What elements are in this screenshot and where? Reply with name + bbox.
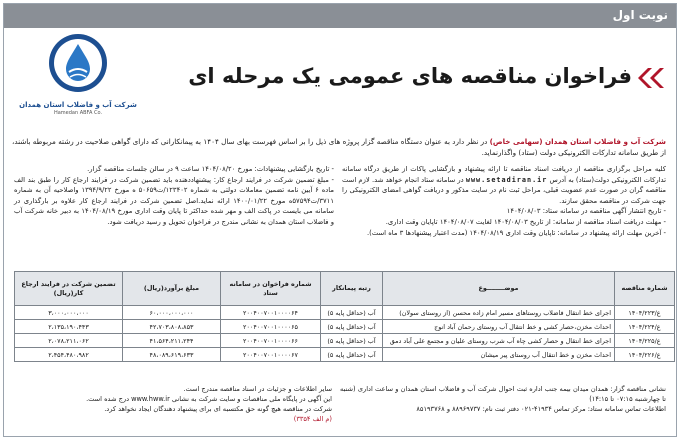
cell-tender-number: ع/۱۴۰۴/۲۲۶ xyxy=(615,348,675,362)
cell-call-number: ۲۰۰۴۰۰۷۰۰۱۰۰۰۰۶۷ xyxy=(221,348,321,362)
cell-tender-number: ع/۱۴۰۴/۲۲۳ xyxy=(615,306,675,320)
cell-subject: احداث مخزن و خط انتقال آب روستای پیر میشان xyxy=(383,348,615,362)
header-bar xyxy=(4,4,676,28)
col-guarantee-amount: تضمین شرکت در فرایند ارجاع کار(ریال) xyxy=(15,272,123,306)
cell-guarantee: ۲،۰۷۸،۲۱۱،۰۶۲ xyxy=(15,334,123,348)
round-label: نوبت اول xyxy=(612,8,668,22)
table-row xyxy=(15,334,675,348)
no-rights-note: شرکت در مناقصه هیچ گونه حق مکتسبه ای برای پیشنهاد دهندگان ایجاد نخواهد کرد. xyxy=(104,405,332,413)
company-logo xyxy=(14,32,142,132)
cell-grade: آب (حداقل پایه ۵) xyxy=(321,334,383,348)
tender-notice xyxy=(3,3,677,437)
cell-subject: احداث مخزن،حصار کشی و خط انتقال آب روستای رحمان آباد انوج xyxy=(383,320,615,334)
cell-call-number: ۲۰۰۴۰۰۷۰۰۱۰۰۰۰۶۴ xyxy=(221,306,321,320)
organization-address: نشانی مناقصه گزار: همدان میدان بیمه جنب اداره ثبت احوال شرکت آب و فاضلاب استان همدان و ساعت اداری (شنبه تا چهارشنبه ۰۷:۱۵ تا ۱۴:۱۵) xyxy=(340,385,666,403)
logo-company-name: شرکت آب و فاضلاب استان همدان xyxy=(19,101,137,109)
cell-grade: آب (حداقل پایه ۵) xyxy=(321,306,383,320)
logo-company-sub: Hamedan ABFA Co. xyxy=(53,110,103,116)
tenders-table xyxy=(14,271,675,362)
table-row xyxy=(15,306,675,320)
cell-grade: آب (حداقل پایه ۵) xyxy=(321,320,383,334)
table-header-row xyxy=(15,272,675,306)
cell-grade: آب (حداقل پایه ۵) xyxy=(321,348,383,362)
procedure-text xyxy=(342,164,666,206)
cell-guarantee: ۳،۰۰۰،۰۰۰،۰۰۰ xyxy=(15,306,123,320)
col-subject: موضــــــــوع xyxy=(383,272,615,306)
documents-note: سایر اطلاعات و جزئیات در اسناد مناقصه مندرج است. xyxy=(183,385,332,393)
procedure-text-end: در سامانه ستاد انجام خواهد شد. لازم است مناقصه گران در صورت عدم عضویت قبلی، مراحل ثبت نام در سایت مذکور و دریافت گواهی امضای الکترونیکی را جهت شرکت در مناقصه محقق سازند. xyxy=(342,175,666,205)
col-contractor-grade: رتبه پیمانکار xyxy=(321,272,383,306)
col-tender-number: شماره مناقصه xyxy=(615,272,675,306)
cell-tender-number: ع/۱۴۰۴/۲۲۴ xyxy=(615,320,675,334)
water-drop-logo-icon xyxy=(47,32,109,94)
col-setad-call-number: شماره فراخوان در سامانه ستاد xyxy=(221,272,321,306)
cell-call-number: ۲۰۰۴۰۰۷۰۰۱۰۰۰۰۶۶ xyxy=(221,334,321,348)
guarantee-terms: - مبلغ تضمین شرکت در فرایند ارجاع کار: پیشنهاددهنده باید تضمین شرکت در فرایند ارجاع کار را طبق بند الف ماده ۶ آیین نامه تضمین معاملات دولتی به شماره ۱۲۳۴۰۲/ت۵۰۶۵۹ ه مورخ ۱۳۹۴/۹/۲۲ واصلاحیه آن به شماره ۳۷۱۱/ت۵۷۵۹۴ه مورخ ۱۴۰۰/۰۱/۲۲ ارائه نماید.اصل تضمین شرکت در فرایند ارجاع کار علاوه بر بارگذاری در سامانه می بایست در پاکت الف و مهر شده حداکثر تا پایان وقت اداری مورخ ۱۴۰۴/۰۸/۱۹ به دبیر خانه شرکت آب و فاضلاب استان همدان به نشانی مندرج در فراخوان تحویل و رسید دریافت شود. xyxy=(14,175,334,226)
setad-url-link[interactable]: www.setadiran.ir xyxy=(465,175,548,184)
additional-info xyxy=(14,384,332,424)
cell-subject: اجرای خط انتقال و حصار کشی چاه آب شرب روستای علیان و مجتمع علی آباد دمق xyxy=(383,334,615,348)
contact-info xyxy=(340,384,666,414)
document-deadline: - مهلت دریافت اسناد مناقصه از سامانه: از تاریخ ۱۴۰۴/۰۸/۰۳ لغایت ۱۴۰۴/۰۸/۰۷ تاپایان وقت اداری. xyxy=(385,217,666,226)
setad-contact: اطلاعات تماس سامانه ستاد: مرکز تماس ۴۱۹۳۴-۰۲۱ دفتر ثبت نام: ۸۸۹۶۹۷۳۷ و ۸۵۱۹۳۷۶۸ xyxy=(416,405,666,413)
table-row xyxy=(15,320,675,334)
publish-date: - تاریخ انتشار آگهی مناقصه در سامانه ستاد: ۱۴۰۴/۰۸/۰۳ xyxy=(506,207,666,216)
intro-text: در نظر دارد به عنوان دستگاه مناقصه گزار پروژه های ذیل را بر اساس فهرست بهای سال ۱۴۰۴ به پیمانکارانی که دارای گواهی صلاحیت در رشته مربوطه باشند، از طریق سامانه تدارکات الکترونیکی دولت (ستاد) واگذارنماید. xyxy=(12,137,666,157)
cell-estimate: ۴۱،۵۶۴،۲۱۱،۲۴۴ xyxy=(123,334,221,348)
opening-date: - تاریخ بازگشایی پیشنهادات: مورخ ۱۴۰۴/۰۸/۲۰ ساعت ۹ در سالن جلسات مناقصه گزار. xyxy=(87,165,334,173)
cell-tender-number: ع/۱۴۰۴/۲۲۵ xyxy=(615,334,675,348)
cell-guarantee: ۲،۱۳۵،۱۹۰،۴۴۳ xyxy=(15,320,123,334)
double-chevron-icon xyxy=(638,66,666,90)
cell-estimate: ۴۲،۷۰۳،۸۰۸،۸۵۳ xyxy=(123,320,221,334)
page-title: فراخوان مناقصه های عمومی یک مرحله ای xyxy=(188,64,632,88)
table-row xyxy=(15,348,675,362)
intro-paragraph xyxy=(12,136,666,158)
procedure-text-start: کلیه مراحل برگزاری مناقصه از دریافت اسناد مناقصه تا ارائه پیشنهاد و بازگشایی پاکات از طریق درگاه سامانه تدارکات الکترونیکی دولت(ستاد) به آدرس xyxy=(342,165,666,184)
cell-call-number: ۲۰۰۴۰۰۷۰۰۱۰۰۰۰۶۵ xyxy=(221,320,321,334)
proposal-deadline: - آخرین مهلت ارائه پیشنهاد در سامانه: تاپایان وقت اداری ۱۴۰۴/۰۸/۱۹ (مدت اعتبار پیشنهادها ۳ ماه است). xyxy=(366,228,666,237)
opening-column xyxy=(14,164,334,228)
cell-guarantee: ۲،۴۵۴،۴۸۰،۹۸۲ xyxy=(15,348,123,362)
reference-code: (م الف ۳۳۵۴) xyxy=(293,415,332,423)
col-estimated-amount: مبلغ برآورد(ریال) xyxy=(123,272,221,306)
publication-note: این آگهی در پایگاه ملی مناقصات و سایت شرکت به نشانی www.hww.ir درج شده است. xyxy=(86,395,332,403)
cell-subject: اجرای خط انتقال فاضلاب روستاهای مسیر امام زاده محسن (از روستای سولان) xyxy=(383,306,615,320)
procedure-column xyxy=(342,164,666,238)
cell-estimate: ۶۰،۰۰۰،۰۰۰،۰۰۰ xyxy=(123,306,221,320)
organization-name: شرکت آب و فاضلاب استان همدان (سهامی خاص) xyxy=(489,137,667,146)
cell-estimate: ۴۸،۰۸۹،۶۱۹،۶۳۳ xyxy=(123,348,221,362)
